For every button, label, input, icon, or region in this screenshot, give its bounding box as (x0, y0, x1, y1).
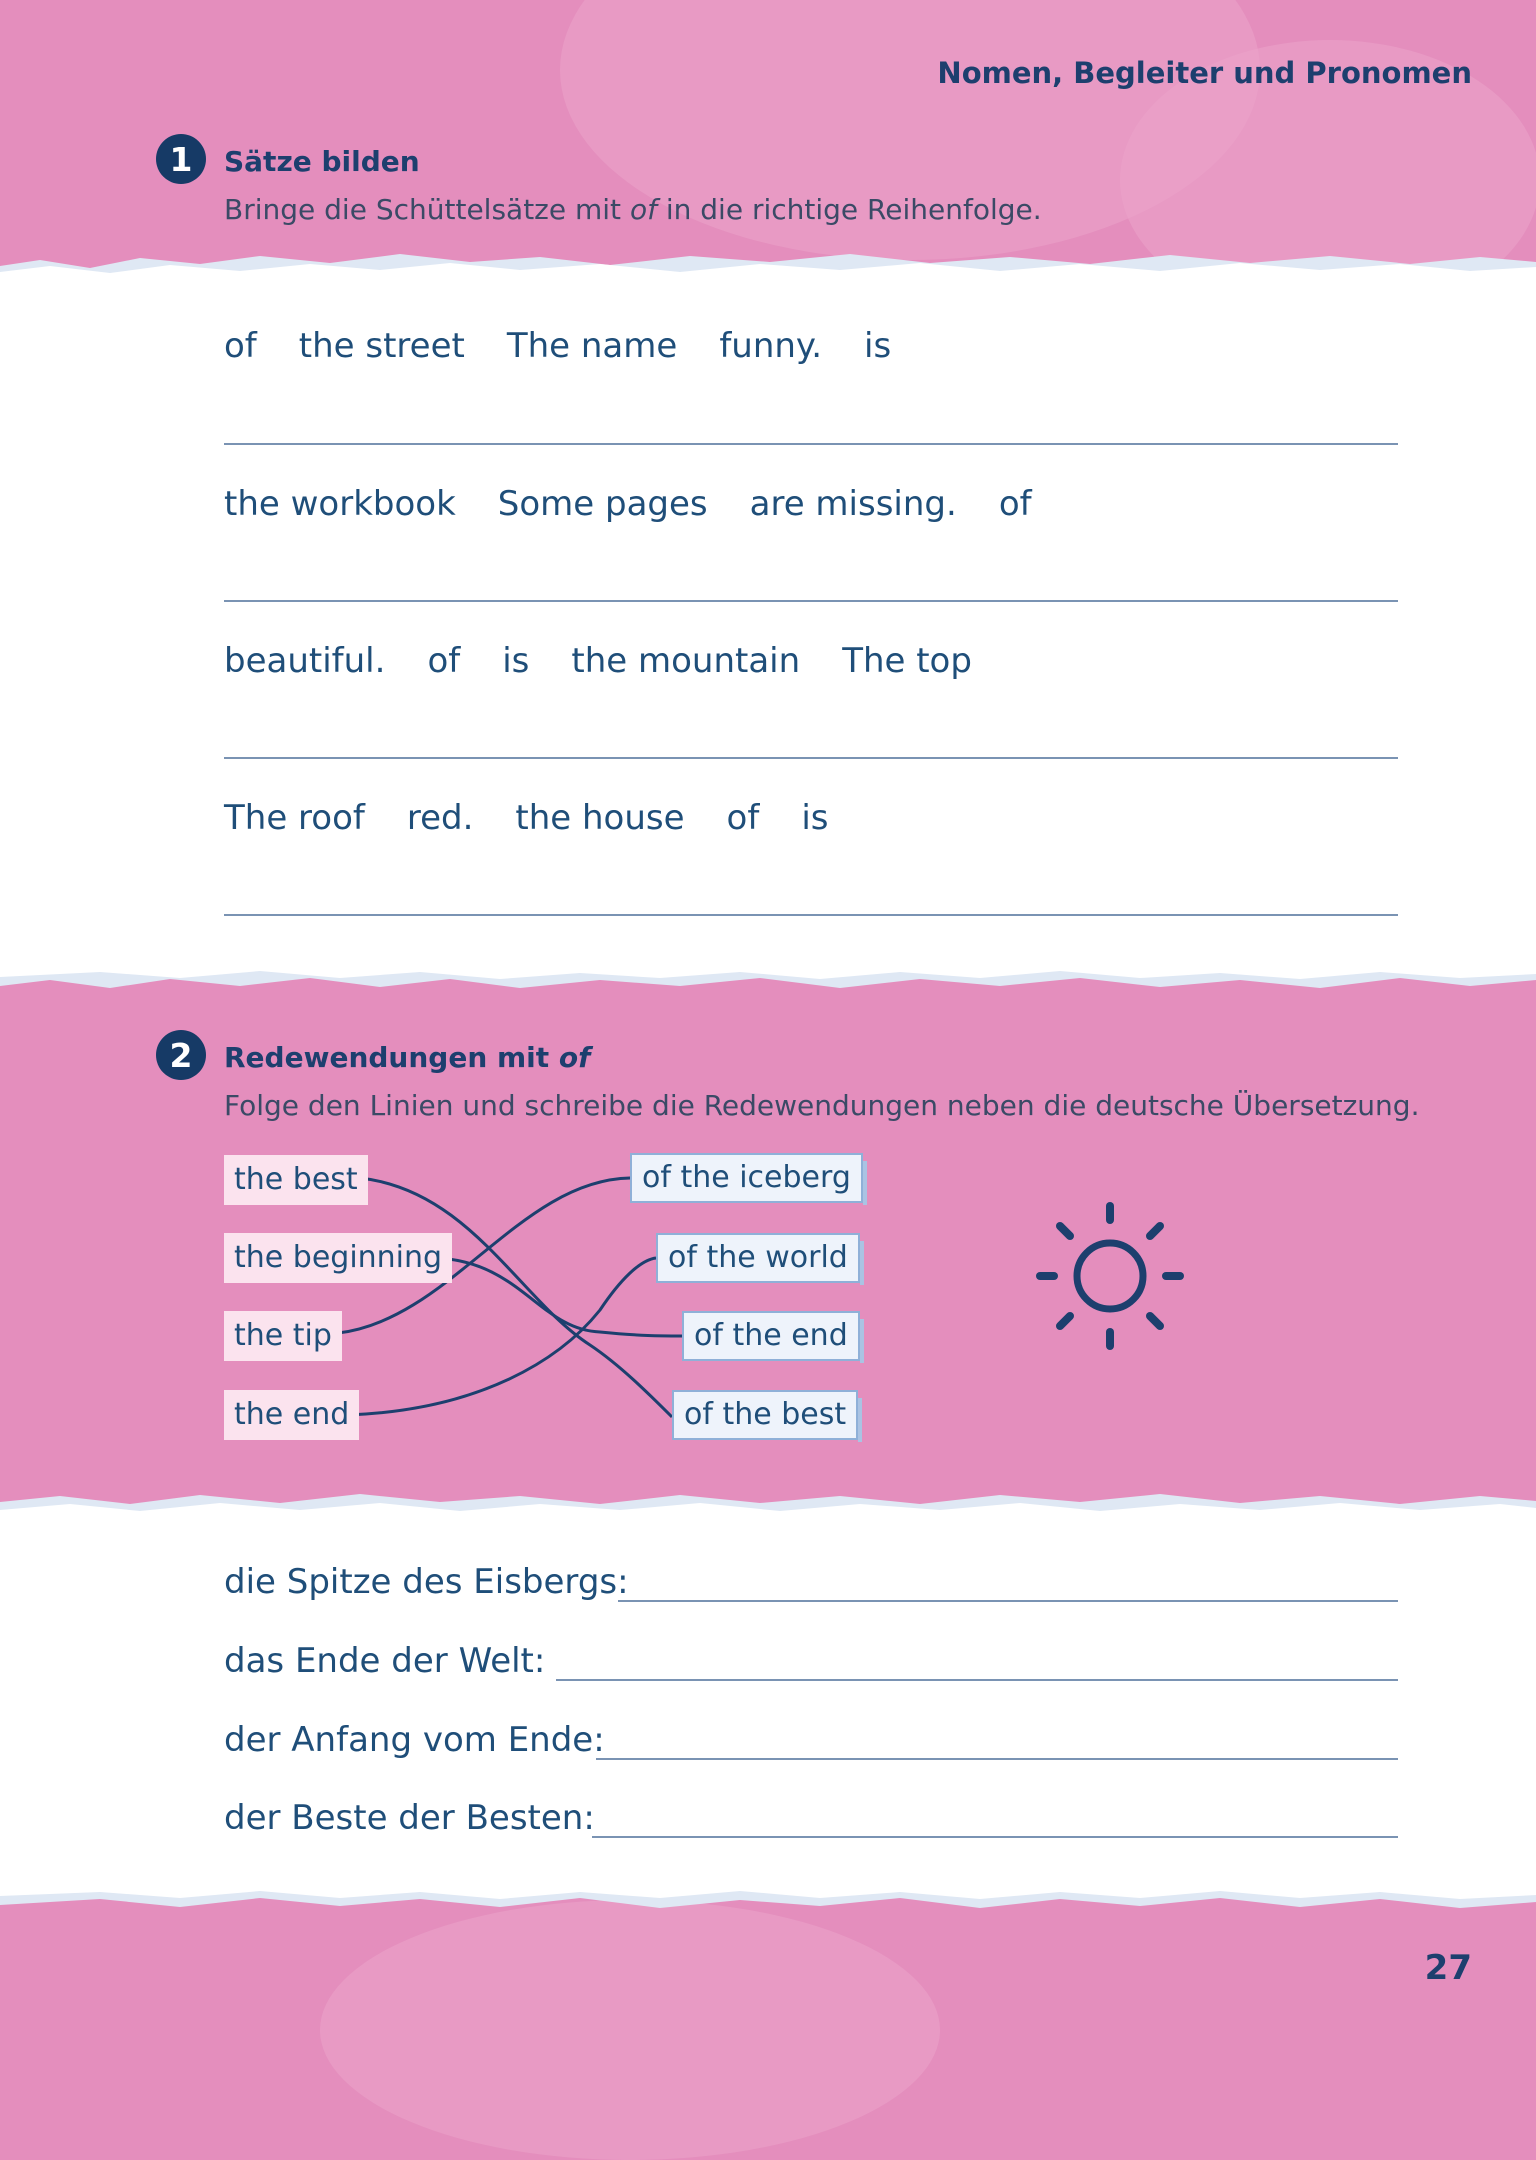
word-chip: beautiful. (224, 641, 386, 681)
task-instruction: Folge den Linien und schreibe die Redewendungen neben die deutsche Übersetzung. (224, 1089, 1420, 1122)
word-row-1 (224, 326, 933, 366)
word-row-4 (224, 798, 871, 838)
left-phrase: the tip (224, 1311, 342, 1361)
translation-prompt: der Beste der Besten: (224, 1798, 595, 1838)
word-chip: The name (506, 326, 678, 366)
word-chip: of (427, 641, 461, 681)
writing-line[interactable] (224, 757, 1398, 759)
torn-edge-top (0, 1488, 1536, 1518)
word-chip: of (998, 484, 1032, 524)
task-title (224, 1041, 590, 1074)
word-chip: The top (842, 641, 972, 681)
word-row-2 (224, 484, 1074, 524)
word-row-3 (224, 641, 1014, 681)
task-title-em: of (558, 1041, 591, 1074)
word-chip: the street (298, 326, 465, 366)
torn-edge-top (0, 248, 1536, 278)
task-instruction (224, 193, 1042, 226)
right-phrase: of the end (682, 1311, 860, 1361)
answer-line[interactable] (618, 1600, 1398, 1602)
word-chip: the workbook (224, 484, 456, 524)
background-blob (320, 1900, 940, 2160)
answer-line[interactable] (592, 1836, 1398, 1838)
word-chip: the mountain (571, 641, 801, 681)
chapter-title: Nomen, Begleiter und Pronomen (937, 56, 1472, 90)
word-chip: the house (515, 798, 685, 838)
paper-sheet-1 (0, 270, 1536, 970)
word-chip: are missing. (749, 484, 957, 524)
instruction-text: Bringe die Schüttelsätze mit (224, 193, 630, 226)
instruction-em: of (629, 193, 657, 226)
word-chip: The roof (224, 798, 365, 838)
instruction-text: in die richtige Reihenfolge. (656, 193, 1042, 226)
left-phrase: the end (224, 1390, 359, 1440)
translation-prompt: das Ende der Welt: (224, 1641, 546, 1681)
right-phrase: of the best (672, 1390, 858, 1440)
word-chip: funny. (719, 326, 823, 366)
word-chip: of (224, 326, 257, 366)
task-number-badge: 2 (156, 1030, 206, 1080)
writing-line[interactable] (224, 443, 1398, 445)
translation-prompt: der Anfang vom Ende: (224, 1720, 605, 1760)
task-title-text: Redewendungen mit (224, 1041, 559, 1074)
task-number-badge: 1 (156, 134, 206, 184)
sun-icon (1032, 1198, 1188, 1354)
word-chip: is (864, 326, 892, 366)
right-phrase: of the iceberg (630, 1153, 863, 1203)
word-chip: is (801, 798, 829, 838)
writing-line[interactable] (224, 914, 1398, 916)
translation-prompt: die Spitze des Eisbergs: (224, 1562, 629, 1602)
word-chip: is (502, 641, 530, 681)
torn-edge-bottom (0, 966, 1536, 996)
answer-line[interactable] (596, 1758, 1398, 1760)
task-title: Sätze bilden (224, 145, 420, 178)
right-phrase: of the world (656, 1233, 860, 1283)
word-chip: red. (406, 798, 474, 838)
page-number: 27 (1424, 1948, 1472, 1988)
writing-line[interactable] (224, 600, 1398, 602)
torn-edge-bottom (0, 1886, 1536, 1916)
word-chip: of (726, 798, 760, 838)
word-chip: Some pages (497, 484, 708, 524)
left-phrase: the best (224, 1155, 368, 1205)
left-phrase: the beginning (224, 1233, 452, 1283)
answer-line[interactable] (556, 1679, 1398, 1681)
